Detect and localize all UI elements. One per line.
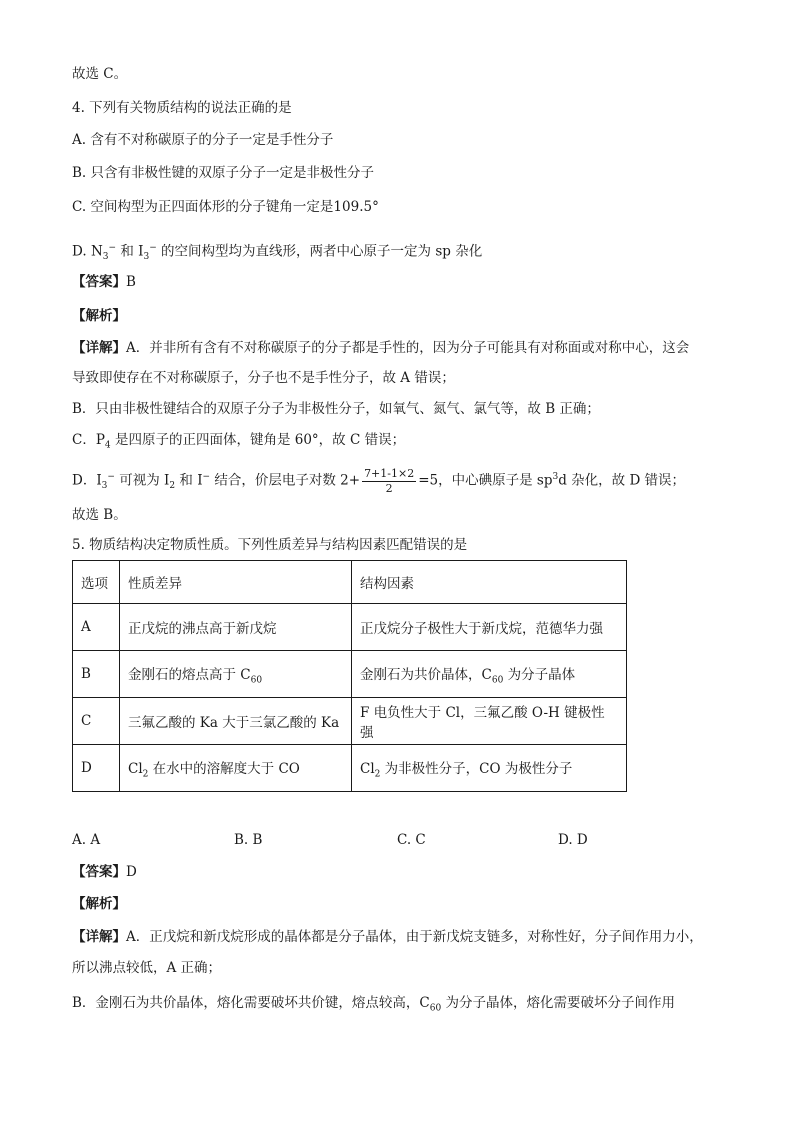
row-cause (352, 745, 627, 792)
q4-option-c: C. 空间构型为正四面体形的分子键角一定是109.5° (72, 199, 379, 215)
header-cause: 结构因素 (352, 561, 627, 604)
row-cause: 正戊烷分子极性大于新戊烷，范德华力强 (352, 604, 627, 651)
r4-diff-post: 在水中的溶解度大于 CO (148, 760, 300, 777)
answer-value: B (126, 274, 136, 290)
r2-diff-text: 金刚石的熔点高于 C (128, 666, 251, 683)
choice-c: C. C (397, 832, 426, 848)
q4-option-d (72, 238, 482, 267)
fraction-denominator: 2 (385, 481, 393, 495)
detail-4c-pre: C．P (72, 432, 105, 448)
detail-5a (72, 927, 703, 947)
q4-option-b: B. 只含有非极性键的双原子分子一定是非极性分子 (72, 165, 375, 181)
r4-cause-text: Cl (360, 760, 375, 777)
d4-mid2: 和 I (175, 472, 203, 489)
table-row (73, 651, 627, 698)
row-cause: F 电负性大于 Cl，三氟乙酸 O-H 键极性强 (352, 698, 627, 745)
choice-b: B. B (234, 832, 263, 848)
detail-4c-sub: 4 (104, 440, 111, 451)
row-option: C (73, 698, 120, 745)
d4-post2: d 杂化，故 D 错误； (558, 472, 686, 489)
detail-4a-cont: 导致即使存在不对称碳原子，分子也不是手性分子，故 A 错误； (72, 370, 455, 386)
d4-pre: D．I (72, 472, 102, 489)
detail-4c (72, 430, 405, 456)
d4-sup3: 3 (552, 472, 559, 482)
options-table (72, 560, 627, 792)
table-header-row (73, 561, 627, 604)
detail-4c-post: 是四原子的正四面体，键角是 60°，故 C 错误； (110, 432, 406, 448)
header-option: 选项 (73, 561, 120, 604)
q4d-label: D. (72, 243, 87, 260)
q4d-n-sub: 3 (102, 252, 109, 263)
header-difference: 性质差异 (120, 561, 352, 604)
row-option: B (73, 651, 120, 698)
q4d-n-sup: − (108, 243, 117, 253)
d4-post: =5，中心碘原子是 sp (418, 472, 553, 489)
answer-value: D (126, 864, 137, 880)
q4-option-a: A. 含有不对称碳原子的分子一定是手性分子 (72, 132, 334, 148)
r2-cause-sub: 60 (491, 675, 504, 686)
table-row (73, 745, 627, 792)
q4d-text: 的空间构型均为直线形，两者中心原子一定为 sp 杂化 (156, 243, 483, 260)
row-option: D (73, 745, 120, 792)
detail-5b-sub: 60 (429, 1003, 442, 1014)
row-difference (120, 745, 352, 792)
r2-cause-post: 为分子晶体 (503, 666, 576, 683)
analysis-tag-4: 【解析】 (72, 308, 126, 324)
d4-sup: − (107, 472, 115, 482)
detail-4d (72, 462, 685, 501)
q4d-i: I (138, 243, 144, 260)
answer-5 (72, 862, 137, 882)
detail-5b (72, 993, 675, 1019)
choice-a: A. A (72, 832, 101, 848)
question-4: 4. 下列有关物质结构的说法正确的是 (72, 100, 292, 116)
row-option: A (73, 604, 120, 651)
choice-d: D. D (558, 832, 588, 848)
d4-fraction (362, 467, 416, 496)
question-5: 5. 物质结构决定物质性质。下列性质差异与结构因素匹配错误的是 (72, 537, 468, 553)
r2-cause-text: 金刚石为共价晶体，C (360, 666, 492, 683)
r4-cause-sub: 2 (374, 769, 381, 780)
detail-4a (72, 338, 689, 358)
answer-tag: 【答案】 (72, 274, 126, 290)
detail-5a-cont: 所以沸点较低，A 正确； (72, 960, 222, 976)
detail-5b-post: 为分子晶体，熔化需要破坏分子间作用 (441, 995, 675, 1011)
analysis-tag-5: 【解析】 (72, 896, 126, 912)
row-cause (352, 651, 627, 698)
r4-diff-sub: 2 (142, 769, 149, 780)
d4-mid: 可视为 I (114, 472, 170, 489)
row-difference: 正戊烷的沸点高于新戊烷 (120, 604, 352, 651)
table-row (73, 604, 627, 651)
d4-mid3: 结合，价层电子对数 2+ (210, 472, 361, 489)
detail-4b: B．只由非极性键结合的双原子分子为非极性分子，如氧气、氮气、氯气等，故 B 正确； (72, 401, 600, 417)
answer-4 (72, 272, 136, 292)
r4-diff-text: Cl (128, 760, 143, 777)
table-row (73, 698, 627, 745)
d4-sup2: − (202, 472, 211, 482)
detail-tag: 【详解】 (72, 929, 126, 945)
q4d-i-sup: − (149, 243, 157, 253)
answer-tag: 【答案】 (72, 864, 126, 880)
detail-tag: 【详解】 (72, 340, 126, 356)
selection-c: 故选 C。 (72, 66, 128, 82)
d4-sub: 3 (101, 481, 108, 492)
row-difference: 三氟乙酸的 Ka 大于三氯乙酸的 Ka (120, 698, 352, 745)
q4d-i-sub: 3 (143, 252, 150, 263)
q4d-n: N (90, 243, 103, 260)
detail-5a-text: A．正戊烷和新戊烷形成的晶体都是分子晶体，由于新戊烷支链多，对称性好，分子间作用力小， (126, 929, 703, 945)
fraction-numerator: 7+1-1×2 (364, 466, 415, 480)
q4d-and: 和 (116, 243, 139, 260)
row-difference (120, 651, 352, 698)
selection-b: 故选 B。 (72, 507, 127, 523)
detail-4a-text: A．并非所有含有不对称碳原子的分子都是手性的，因为分子可能具有对称面或对称中心，这会 (126, 340, 690, 356)
d4-sub2: 2 (169, 481, 176, 492)
r2-diff-sub: 60 (250, 675, 263, 686)
r4-cause-post: 为非极性分子，CO 为极性分子 (380, 760, 573, 777)
detail-5b-pre: B．金刚石为共价晶体，熔化需要破坏共价键，熔点较高，C (72, 995, 430, 1011)
